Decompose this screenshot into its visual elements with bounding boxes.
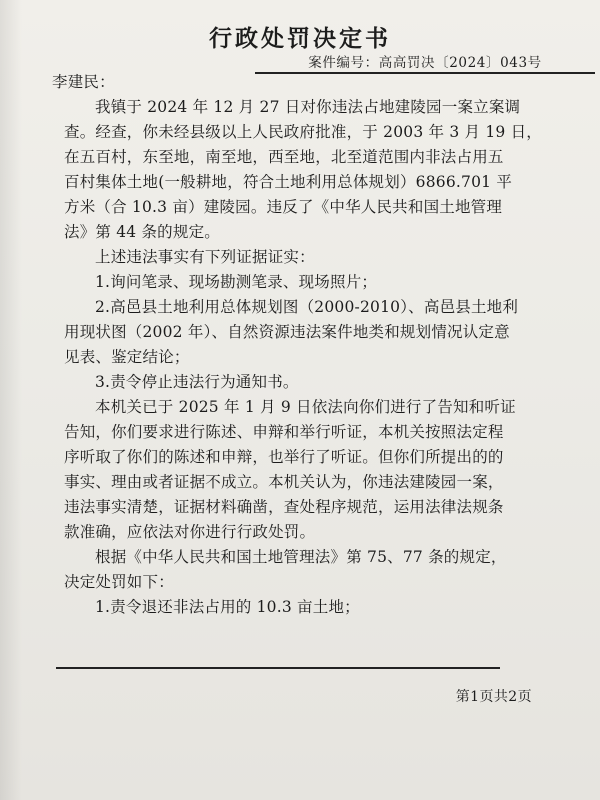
case-number: 案件编号：高高罚决〔2024〕043号 <box>255 51 595 74</box>
page-number: 第1页共2页 <box>455 689 532 705</box>
document-title: 行政处罚决定书 <box>209 25 391 52</box>
body-line: 用现状图（2002 年）、自然资源违法案件地类和规划情况认定意 <box>64 323 510 341</box>
addressee-line: 李建民： <box>52 73 115 91</box>
body-line: 查。经查，你未经县级以上人民政府批准，于 2003 年 3 月 19 日， <box>64 123 542 141</box>
body-line: 上述违法事实有下列证据证实： <box>95 248 315 266</box>
body-line: 见表、鉴定结论； <box>64 348 190 366</box>
body-line: 我镇于 2024 年 12 月 27 日对你违法占地建陵园一案立案调 <box>95 98 521 116</box>
body-line: 款准确，应依法对你进行行政处罚。 <box>64 523 316 541</box>
page-edge-shadow <box>0 0 22 800</box>
body-line: 告知，你们要求进行陈述、申辩和举行听证，本机关按照法定程 <box>64 423 504 441</box>
document-body <box>52 70 542 620</box>
bottom-divider <box>56 667 500 669</box>
body-line: 决定处罚如下： <box>64 573 174 591</box>
body-line: 法》第 44 条的规定。 <box>64 223 220 241</box>
body-line: 方米（合 10.3 亩）建陵园。违反了《中华人民共和国土地管理 <box>64 198 503 216</box>
body-line: 根据《中华人民共和国土地管理法》第 75、77 条的规定， <box>95 548 507 566</box>
body-line: 事实、理由或者证据不成立。本机关认为，你违法建陵园一案， <box>64 473 504 491</box>
evidence-item: 3.责令停止违法行为通知书。 <box>95 373 299 391</box>
body-line: 序听取了你们的陈述和申辩，也举行了听证。但你们所提出的的 <box>64 448 504 466</box>
evidence-item: 2.高邑县土地利用总体规划图（2000-2010）、高邑县土地利 <box>95 298 519 316</box>
body-line: 百村集体土地(一般耕地，符合土地利用总体规划）6866.701 平 <box>64 173 513 191</box>
evidence-item: 1.询问笔录、现场勘测笔录、现场照片； <box>95 273 378 291</box>
body-line: 在五百村，东至地，南至地，西至地，北至道范围内非法占用五 <box>64 148 504 166</box>
body-line: 违法事实清楚，证据材料确凿，查处程序规范，运用法律法规条 <box>64 498 504 516</box>
penalty-item: 1.责令退还非法占用的 10.3 亩土地； <box>95 598 360 616</box>
body-line: 本机关已于 2025 年 1 月 9 日依法向你们进行了告知和听证 <box>95 398 516 416</box>
